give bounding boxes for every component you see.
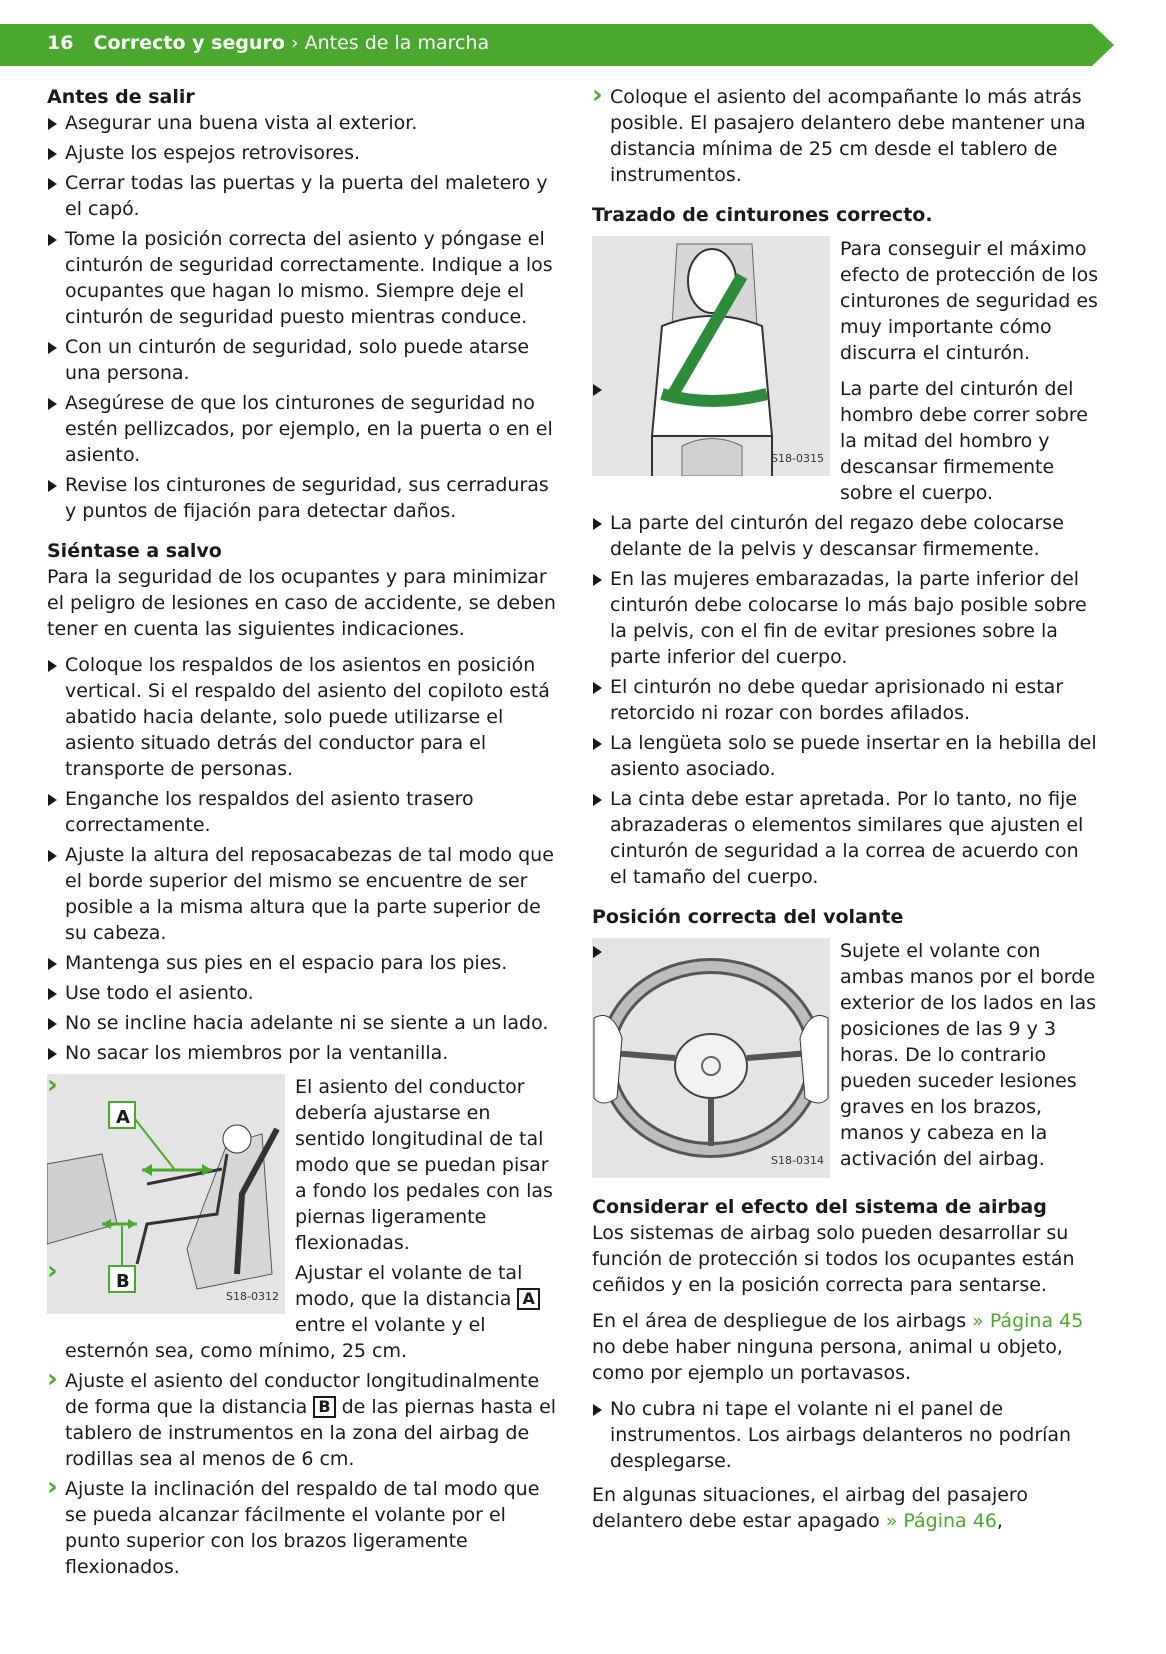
paragraph-passenger-airbag: En algunas situaciones, el airbag del pasajero delantero debe estar apagado » Página 46, — [592, 1484, 1028, 1532]
figure-code: S18-0314 — [771, 1154, 824, 1167]
page-header — [0, 24, 1092, 66]
left-column — [47, 84, 557, 1584]
list-item: La parte del cinturón del regazo debe colocarse delante de la pelvis y descansar firmemente. — [592, 510, 1100, 562]
list-seatbelt — [592, 376, 1100, 890]
distance-b-marker: B — [313, 1396, 335, 1418]
list-item: En las mujeres embarazadas, la parte inferior del cinturón debe colocarse lo más bajo posible sobre la pelvis, con el fin de evitar presiones sobre la parte inferior del cuerpo. — [592, 566, 1100, 670]
paragraph-airbag-area: En el área de despliegue de los airbags » Página 45 no debe haber ninguna persona, animal u objeto, como por ejemplo un portavasos. — [592, 1310, 1084, 1384]
distance-a-marker: A — [517, 1288, 539, 1310]
heading-airbag: Considerar el efecto del sistema de airbag — [592, 1196, 1047, 1218]
heading-antes-de-salir: Antes de salir — [47, 86, 195, 108]
list-item: Use todo el asiento. — [47, 980, 557, 1006]
list-item: La parte del cinturón del hombro debe correr sobre la mitad del hombro y descansar firmemente sobre el cuerpo. — [592, 376, 1100, 506]
page-45-link[interactable]: » Página 45 — [972, 1310, 1084, 1332]
list-item: No sacar los miembros por la ventanilla. — [47, 1040, 557, 1066]
heading-trazado-cinturones: Trazado de cinturones correcto. — [592, 204, 933, 226]
subsection-title: Antes de la marcha — [304, 32, 490, 54]
list-item: Con un cinturón de seguridad, solo puede atarse una persona. — [47, 334, 557, 386]
list-item: La lengüeta solo se puede insertar en la hebilla del asiento asociado. — [592, 730, 1100, 782]
list-item: › Ajuste la inclinación del respaldo de tal modo que se pueda alcanzar fácilmente el volante por el punto superior con los brazos ligeramente flexionados. — [47, 1476, 557, 1580]
list-item: Enganche los respaldos del asiento trasero correctamente. — [47, 786, 557, 838]
list-item: No se incline hacia adelante ni se siente a un lado. — [47, 1010, 557, 1036]
list-item: Tome la posición correcta del asiento y póngase el cinturón de seguridad correctamente. Indique a los ocupantes que hagan lo mismo. Siempre deje el cinturón de seguridad puesto mientras conduce. — [47, 226, 557, 330]
list-item: Ajuste la altura del reposacabezas de tal modo que el borde superior del mismo se encuentre de ser posible a la misma altura que la parte superior de su cabeza. — [47, 842, 557, 946]
page-46-link[interactable]: » Página 46 — [885, 1510, 997, 1532]
label-b: B — [116, 1271, 130, 1292]
list-item: Sujete el volante con ambas manos por el borde exterior de los lados en las posiciones de las 9 y 3 horas. De lo contrario pueden suceder lesiones graves en los brazos, manos y cabeza en la activación del airbag. — [592, 938, 1100, 1172]
paragraph-seatbelt: Para conseguir el máximo efecto de protección de los cinturones de seguridad es muy importante cómo discurra el cinturón. — [840, 238, 1099, 364]
list-airbag — [592, 1396, 1100, 1474]
paragraph-intro: Para la seguridad de los ocupantes y para minimizar el peligro de lesiones en caso de accidente, se deben tener en cuenta las siguientes indicaciones. — [47, 566, 556, 640]
right-column — [592, 84, 1100, 1544]
list-item: Cerrar todas las puertas y la puerta del maletero y el capó. — [47, 170, 557, 222]
list-item: Revise los cinturones de seguridad, sus cerraduras y puntos de fijación para detectar daños. — [47, 472, 557, 524]
list-item: La cinta debe estar apretada. Por lo tanto, no fije abrazaderas o elementos similares que ajusten el cinturón de seguridad a la correa de acuerdo con el tamaño del cuerpo. — [592, 786, 1100, 890]
header-text — [47, 32, 489, 54]
list-item: › Ajustar el volante de tal modo, que la distancia A entre el volante y el esternón sea, como mínimo, 25 cm. — [47, 1260, 557, 1364]
figure-code: S18-0312 — [226, 1290, 279, 1303]
label-a: A — [116, 1107, 130, 1128]
list-item: Mantenga sus pies en el espacio para los pies. — [47, 950, 557, 976]
list-antes-de-salir — [47, 110, 557, 524]
heading-sientase-a-salvo: Siéntase a salvo — [47, 540, 222, 562]
list-item: No cubra ni tape el volante ni el panel de instrumentos. Los airbags delanteros no podrían desplegarse. — [592, 1396, 1100, 1474]
list-seat-adjustments — [47, 1074, 557, 1580]
list-item: › Ajuste el asiento del conductor longitudinalmente de forma que la distancia B de las piernas hasta el tablero de instrumentos en la zona del airbag de rodillas sea al menos de 6 cm. — [47, 1368, 557, 1472]
paragraph-airbag: Los sistemas de airbag solo pueden desarrollar su función de protección si todos los ocupantes están ceñidos y en la posición correcta para sentarse. — [592, 1222, 1075, 1296]
list-passenger-seat — [592, 84, 1100, 188]
list-steering — [592, 938, 1100, 1172]
list-sientase-a-salvo — [47, 652, 557, 1066]
list-item: Asegúrese de que los cinturones de seguridad no estén pellizcados, por ejemplo, en la puerta o en el asiento. — [47, 390, 557, 468]
section-title: Correcto y seguro — [93, 32, 285, 54]
list-item: Coloque los respaldos de los asientos en posición vertical. Si el respaldo del asiento del copiloto está abatido hacia delante, solo puede utilizarse el asiento situado detrás del conductor para el transporte de personas. — [47, 652, 557, 782]
list-item: El cinturón no debe quedar aprisionado ni estar retorcido ni rozar con bordes afilados. — [592, 674, 1100, 726]
breadcrumb-separator: › — [290, 32, 299, 54]
figure-code: S18-0315 — [771, 452, 824, 465]
list-item: Ajuste los espejos retrovisores. — [47, 140, 557, 166]
heading-posicion-volante: Posición correcta del volante — [592, 906, 904, 928]
page-number: 16 — [47, 32, 74, 54]
list-item: Asegurar una buena vista al exterior. — [47, 110, 557, 136]
list-item: › Coloque el asiento del acompañante lo más atrás posible. El pasajero delantero debe mantener una distancia mínima de 25 cm desde el tablero de instrumentos. — [592, 84, 1100, 188]
list-item: › El asiento del conductor debería ajustarse en sentido longitudinal de tal modo que se puedan pisar a fondo los pedales con las piernas ligeramente flexionadas. — [47, 1074, 557, 1256]
